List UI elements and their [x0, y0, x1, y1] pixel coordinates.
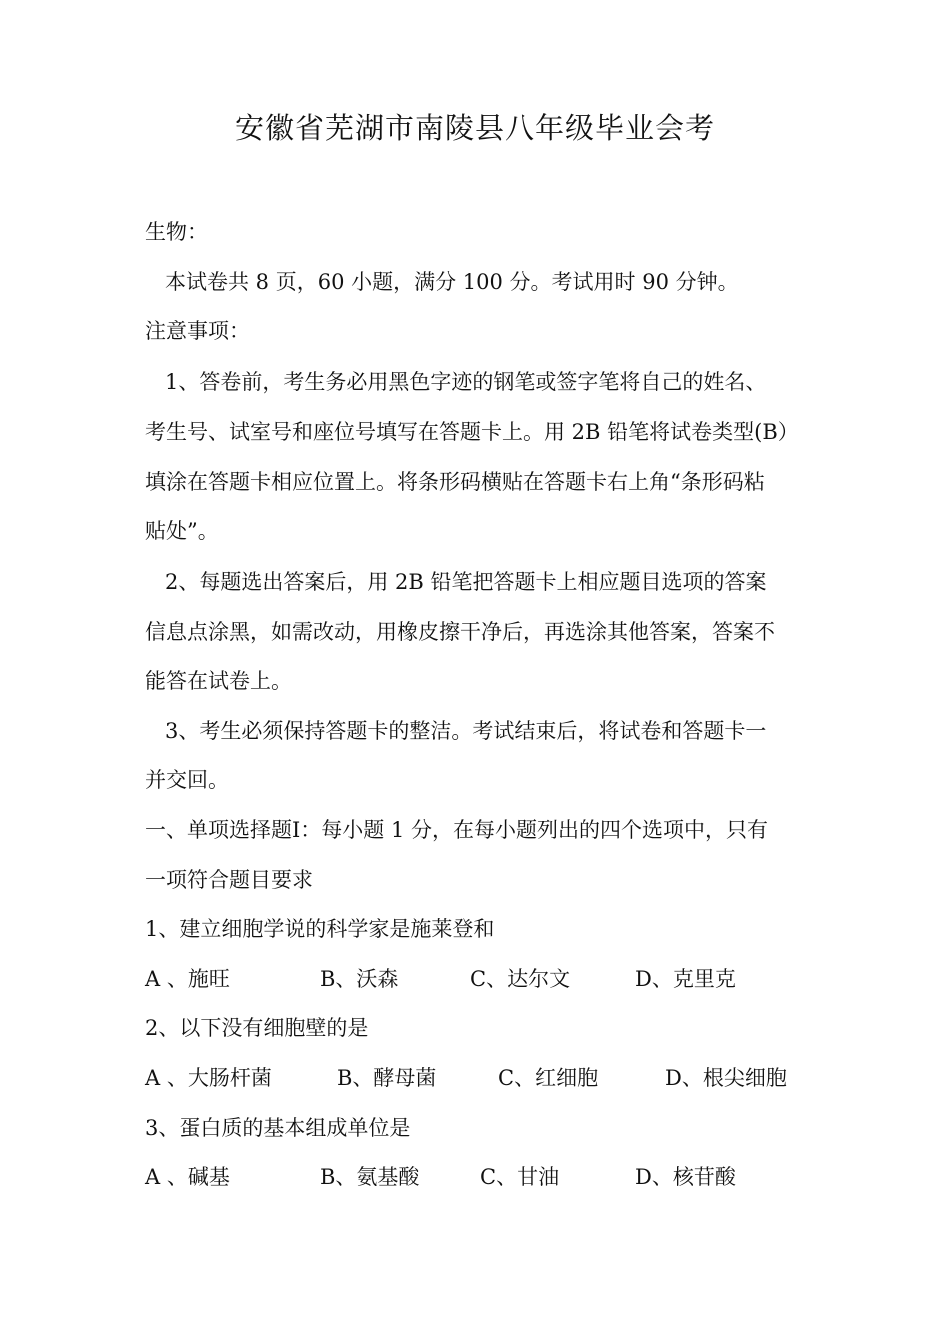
question-1-option-b: B、沃森 — [320, 967, 399, 991]
notice-heading: 注意事项： — [145, 319, 250, 343]
question-3-option-a: A 、碱基 — [145, 1165, 230, 1189]
notice-item-1-line-3: 填涂在答题卡相应位置上。将条形码横贴在答题卡右上角“条形码粘 — [145, 470, 765, 494]
notice-item-3-line-2: 并交回。 — [145, 768, 229, 792]
question-3-option-c: C、甘油 — [480, 1165, 560, 1189]
exam-intro: 本试卷共 8 页，60 小题，满分 100 分。考试用时 90 分钟。 — [165, 270, 739, 294]
section-heading-line-2: 一项符合题目要求 — [145, 868, 313, 892]
question-2-option-b: B、酵母菌 — [337, 1066, 437, 1090]
question-3-option-b: B、氨基酸 — [320, 1165, 420, 1189]
notice-item-2-line-2: 信息点涂黑，如需改动，用橡皮擦干净后，再选涂其他答案，答案不 — [145, 620, 775, 644]
question-2-stem: 2、以下没有细胞壁的是 — [145, 1016, 369, 1040]
question-2-option-c: C、红细胞 — [498, 1066, 599, 1090]
question-1-option-a: A 、施旺 — [145, 967, 230, 991]
notice-item-2-line-3: 能答在试卷上。 — [145, 669, 292, 693]
notice-item-1-line-1: 1、答卷前，考生务必用黑色字迹的钢笔或签字笔将自己的姓名、 — [165, 370, 767, 394]
question-1-option-c: C、达尔文 — [470, 967, 571, 991]
question-1-stem: 1、建立细胞学说的科学家是施莱登和 — [145, 917, 495, 941]
subject-label: 生物： — [145, 220, 208, 244]
notice-item-2-line-1: 2、每题选出答案后，用 2B 铅笔把答题卡上相应题目选项的答案 — [165, 570, 767, 594]
question-3-stem: 3、蛋白质的基本组成单位是 — [145, 1116, 411, 1140]
question-2-option-a: A 、大肠杆菌 — [145, 1066, 272, 1090]
notice-item-1-line-2: 考生号、试室号和座位号填写在答题卡上。用 2B 铅笔将试卷类型(B） — [145, 420, 799, 444]
question-2-option-d: D、根尖细胞 — [665, 1066, 787, 1090]
section-heading-line-1: 一、单项选择题Ⅰ：每小题 1 分，在每小题列出的四个选项中，只有 — [145, 818, 769, 842]
question-1-option-d: D、克里克 — [635, 967, 736, 991]
notice-item-1-line-4: 贴处”。 — [145, 519, 219, 543]
exam-title: 安徽省芜湖市南陵县八年级毕业会考 — [234, 111, 715, 145]
question-3-option-d: D、核苷酸 — [635, 1165, 736, 1189]
notice-item-3-line-1: 3、考生必须保持答题卡的整洁。考试结束后，将试卷和答题卡一 — [165, 719, 767, 743]
